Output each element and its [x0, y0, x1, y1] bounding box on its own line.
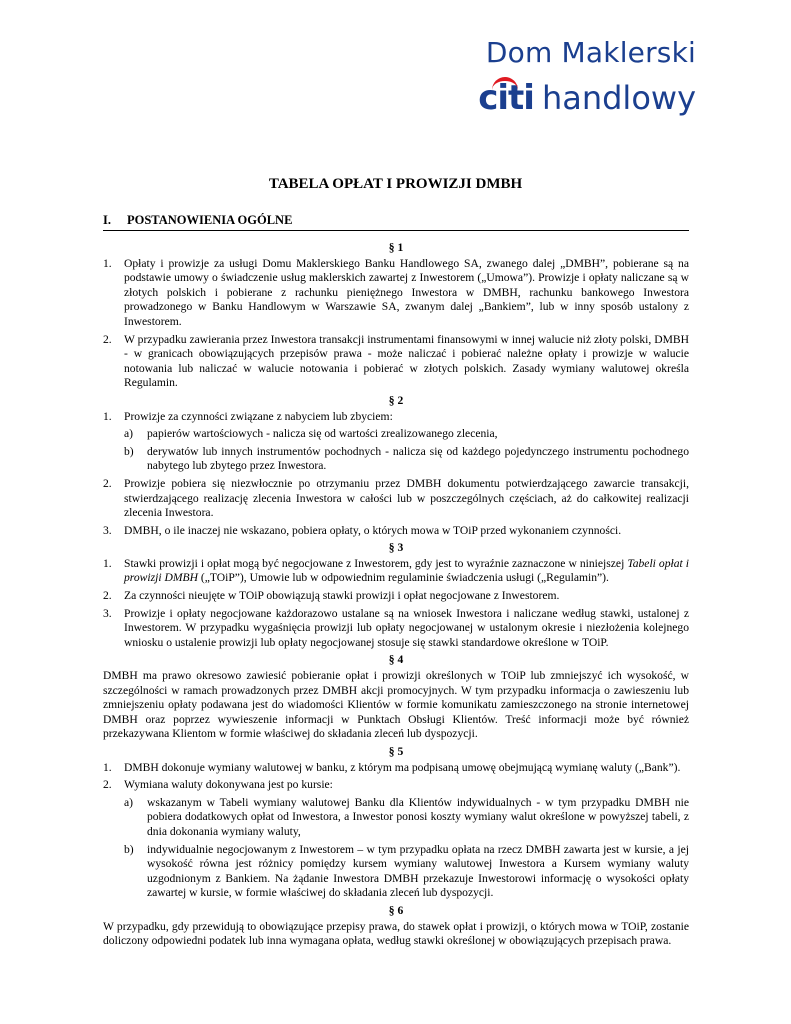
sub-item: a) wskazanym w Tabeli wymiany walutowej Banku dla Klientów indywidualnych - w tym przypadku DMBH nie pobiera dodatkowych opłat od Inwestora, a Inwestor ponosi koszty wymiany walut określone w powyższej tabeli, z dnia dokonania wymiany waluty, [124, 795, 689, 838]
section-heading [103, 213, 689, 231]
citi-brand-mark: citi [478, 78, 534, 118]
list-item: 2. Za czynności nieujęte w TOiP obowiązują stawki prowizji i opłat negocjowane z Inwestorem. [103, 589, 560, 603]
list-item: 2. W przypadku zawierania przez Inwestora transakcji instrumentami finansowymi w innej walucie niż złoty polski, DMBH - w granicach obowiązujących przepisów prawa - może naliczać i pobierać należne opłaty i prowizje w walucie notowania lub naliczać w walucie notowania i pobierać w złotych polskich. Zasady wymiany walutowej określa Regulamin. [103, 332, 689, 390]
list-item: 2. Wymiana waluty dokonywana jest po kursie: [103, 778, 333, 792]
paragraph-sign: § 2 [388, 393, 404, 407]
list-item: 1. Opłaty i prowizje za usługi Domu Maklerskiego Banku Handlowego SA, zwanego dalej „DMBH”, pobierane są na podstawie umowy o świadczenie usług maklerskich zawartej z Inwestorem („Umowa”). Prowizje i opłaty naliczane są w złotych polskich i pobierane z rachunku pieniężnego Inwestora w DMBH, rachunku bankowego Inwestora prowadzonego w Banku Handlowym w Warszawie SA, zwanym dalej „Bankiem”, lub w inny sposób ustalony z Inwestorem. [103, 256, 689, 328]
list-item: 3. DMBH, o ile inaczej nie wskazano, pobiera opłaty, o których mowa w TOiP przed wykonaniem czynności. [103, 523, 622, 537]
logo-line2: handlowy [541, 79, 696, 117]
sub-item: a) papierów wartościowych - nalicza się od wartości zrealizowanego zlecenia, [124, 427, 498, 441]
paragraph-text: DMBH ma prawo okresowo zawiesić pobieranie opłat i prowizji określonych w TOiP lub zmniejszyć ich wysokość, w szczególności w ramach prowadzonych przez DMBH akcji promocyjnych. W tym przypadku informacja o zawieszeniu lub zmniejszeniu opłaty podawana jest do wiadomości Klientów w formie komunikatu zamieszczonego na stronie internetowej DMBH oraz poprzez wywieszenie informacji w Punktach Obsługi Klientów. Treść informacji może być również przekazywana Klientom w formie właściwej do składania zleceń lub dyspozycji. [103, 669, 689, 741]
section-number: I. [103, 213, 111, 227]
logo-line1: Dom Maklerski [485, 36, 696, 69]
list-item: 1. Stawki prowizji i opłat mogą być negocjowane z Inwestorem, gdy jest to wyraźnie zaznaczone w niniejszej Tabeli opłat i prowizji DMBH („TOiP”), Umowie lub w odpowiednim regulaminie świadczenia usługi („Regulamin”). [103, 556, 690, 585]
paragraph-sign: § 3 [388, 541, 404, 555]
list-item: 3. Prowizje i opłaty negocjowane każdorazowo ustalane są na wniosek Inwestora i naliczane według stawki, ustalonej z Inwestorem. W przypadku wygaśnięcia prowizji lub opłaty negocjowanej w ustalonym okresie i niezłożenia kolejnego wniosku o ustalenie prowizji lub opłaty negocjowanej stosuje się stawki standardowe określone w TOiP. [103, 606, 689, 649]
sub-item: b) indywidualnie negocjowanym z Inwestorem – w tym przypadku opłata na rzecz DMBH zawarta jest w kursie, a jej wysokość równa jest różnicy pomiędzy kursem wymiany walutowej Inwestora a Kursem wymiany waluty uzgodnionym z Bankiem. Na żądanie Inwestora DMBH przekazuje Inwestorowi informację o wysokości opłaty zawartej w kursie, w formie właściwej do składania zleceń lub dyspozycji. [124, 842, 689, 900]
list-item: 2. Prowizje pobiera się niezwłocznie po otrzymaniu przez DMBH dokumentu potwierdzającego zawarcie transakcji, stwierdzającego realizację zlecenia Inwestora w całości lub w poszczególnych częściach, aż do całkowitej realizacji zlecenia Inwestora. [103, 476, 689, 520]
company-logo [478, 36, 696, 116]
sub-item: b) derywatów lub innych instrumentów pochodnych - nalicza się od każdego pojedynczego instrumentu pochodnego nabytego lub zbytego przez Inwestora. [124, 444, 689, 473]
document-name-italic: Tabeli opłat i prowizji DMBH [124, 556, 690, 585]
document-title: TABELA OPŁAT I PROWIZJI DMBH [268, 176, 523, 192]
paragraph-sign: § 4 [388, 653, 404, 667]
list-item: 1. DMBH dokonuje wymiany walutowej w banku, z którym ma podpisaną umowę obejmującą wymianę waluty („Bank”). [103, 760, 681, 774]
document-body [103, 239, 689, 952]
paragraph-sign: § 5 [388, 745, 404, 758]
paragraph-text: W przypadku, gdy przewidują to obowiązujące przepisy prawa, do stawek opłat i prowizji, o których mowa w TOiP, zostanie doliczony odpowiedni podatek lub inna wymagana opłata, według stawki określonej w obowiązujących przepisach prawa. [103, 919, 689, 948]
section-title: POSTANOWIENIA OGÓLNE [127, 213, 293, 227]
paragraph-sign: § 6 [388, 903, 404, 917]
paragraph-sign: § 1 [388, 241, 404, 254]
list-item: 1. Prowizje za czynności związane z nabyciem lub zbyciem: [103, 409, 393, 423]
